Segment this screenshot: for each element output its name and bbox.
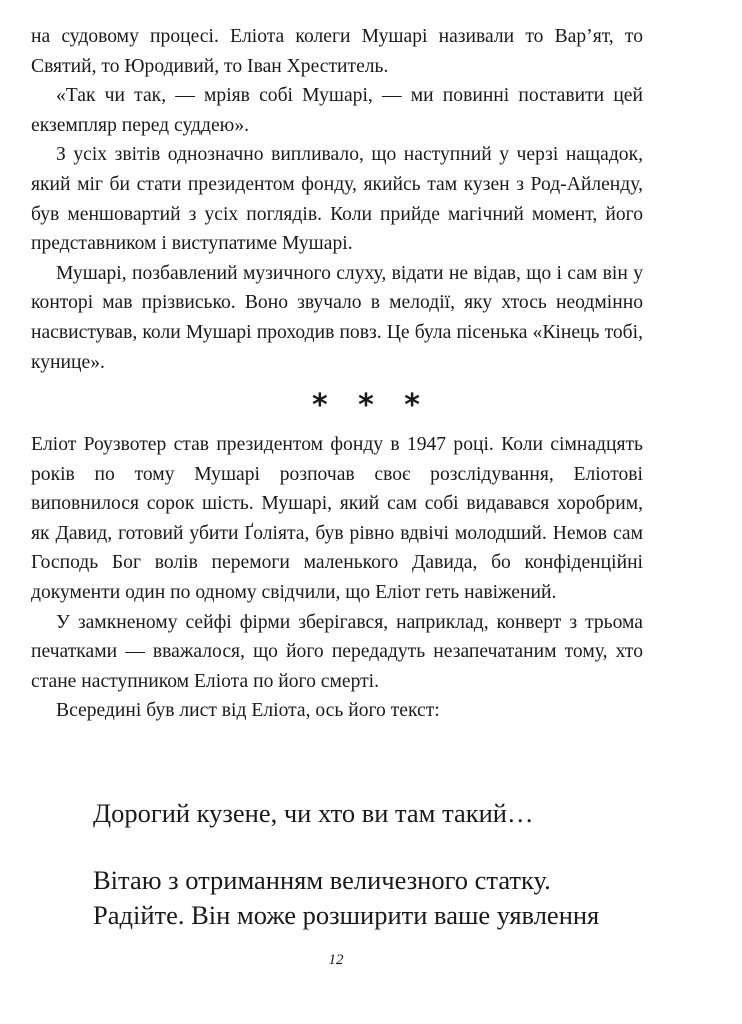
paragraph-safe: У замкненому сейфі фірми зберігався, наприклад, конверт з трьома печатками — вважалося, що його передадуть незапечатаним тому, хто стане наступником Еліота по його смерті.	[31, 611, 643, 692]
letter-line-congrats: Вітаю з отриманням величезного статку.	[93, 865, 551, 895]
letter-line-rejoice: Радійте. Він може розширити ваше уявлення	[93, 900, 600, 930]
section-separator: * * *	[312, 388, 430, 423]
paragraph-nickname: Мушарі, позбавлений музичного слуху, відати не відав, що і сам він у конторі мав прізвисько. Воно звучало в мелодії, яку хтось неодмінно насвистував, коли Мушарі проходив повз. Це була пісенька «Кінець тобі, кунице».	[31, 262, 643, 373]
paragraph-continuation: на судовому процесі. Еліота колеги Мушарі називали то Вар’ят, то Святий, то Юродивий, то Іван Хреститель.	[31, 26, 643, 77]
paragraph-president: Еліот Роузвотер став президентом фонду в 1947 році. Коли сімнадцять років по тому Мушарі розпочав своє розслідування, Еліотові виповнилося сорок шість. Мушарі, який сам собі видавався хоробрим, як Давид, готовий убити Ґоліята, був рівно вдвічі молодший. Немов сам Господь Бог волів перемоги маленького Давида, бо конфіденційні документи один по одному свідчили, що Еліот геть навіжений.	[31, 434, 643, 603]
text-block-top	[31, 22, 643, 377]
paragraph-reports: З усіх звітів однозначно випливало, що наступний у черзі нащадок, який міг би стати президентом фонду, якийсь там кузен з Род-Айленду, був меншовартий з усіх поглядів. Коли прийде магічний момент, його представником і виступатиме Мушарі.	[31, 144, 643, 255]
page-number: 12	[328, 952, 344, 968]
text-block-bottom	[31, 430, 643, 726]
paragraph-letter-intro: Всередині був лист від Еліота, ось його текст:	[56, 700, 440, 722]
letter-line-greeting: Дорогий кузене, чи хто ви там такий…	[93, 798, 534, 828]
paragraph-quote: «Так чи так, — мріяв собі Мушарі, — ми повинні поставити цей екземпляр перед суддею».	[31, 85, 643, 136]
